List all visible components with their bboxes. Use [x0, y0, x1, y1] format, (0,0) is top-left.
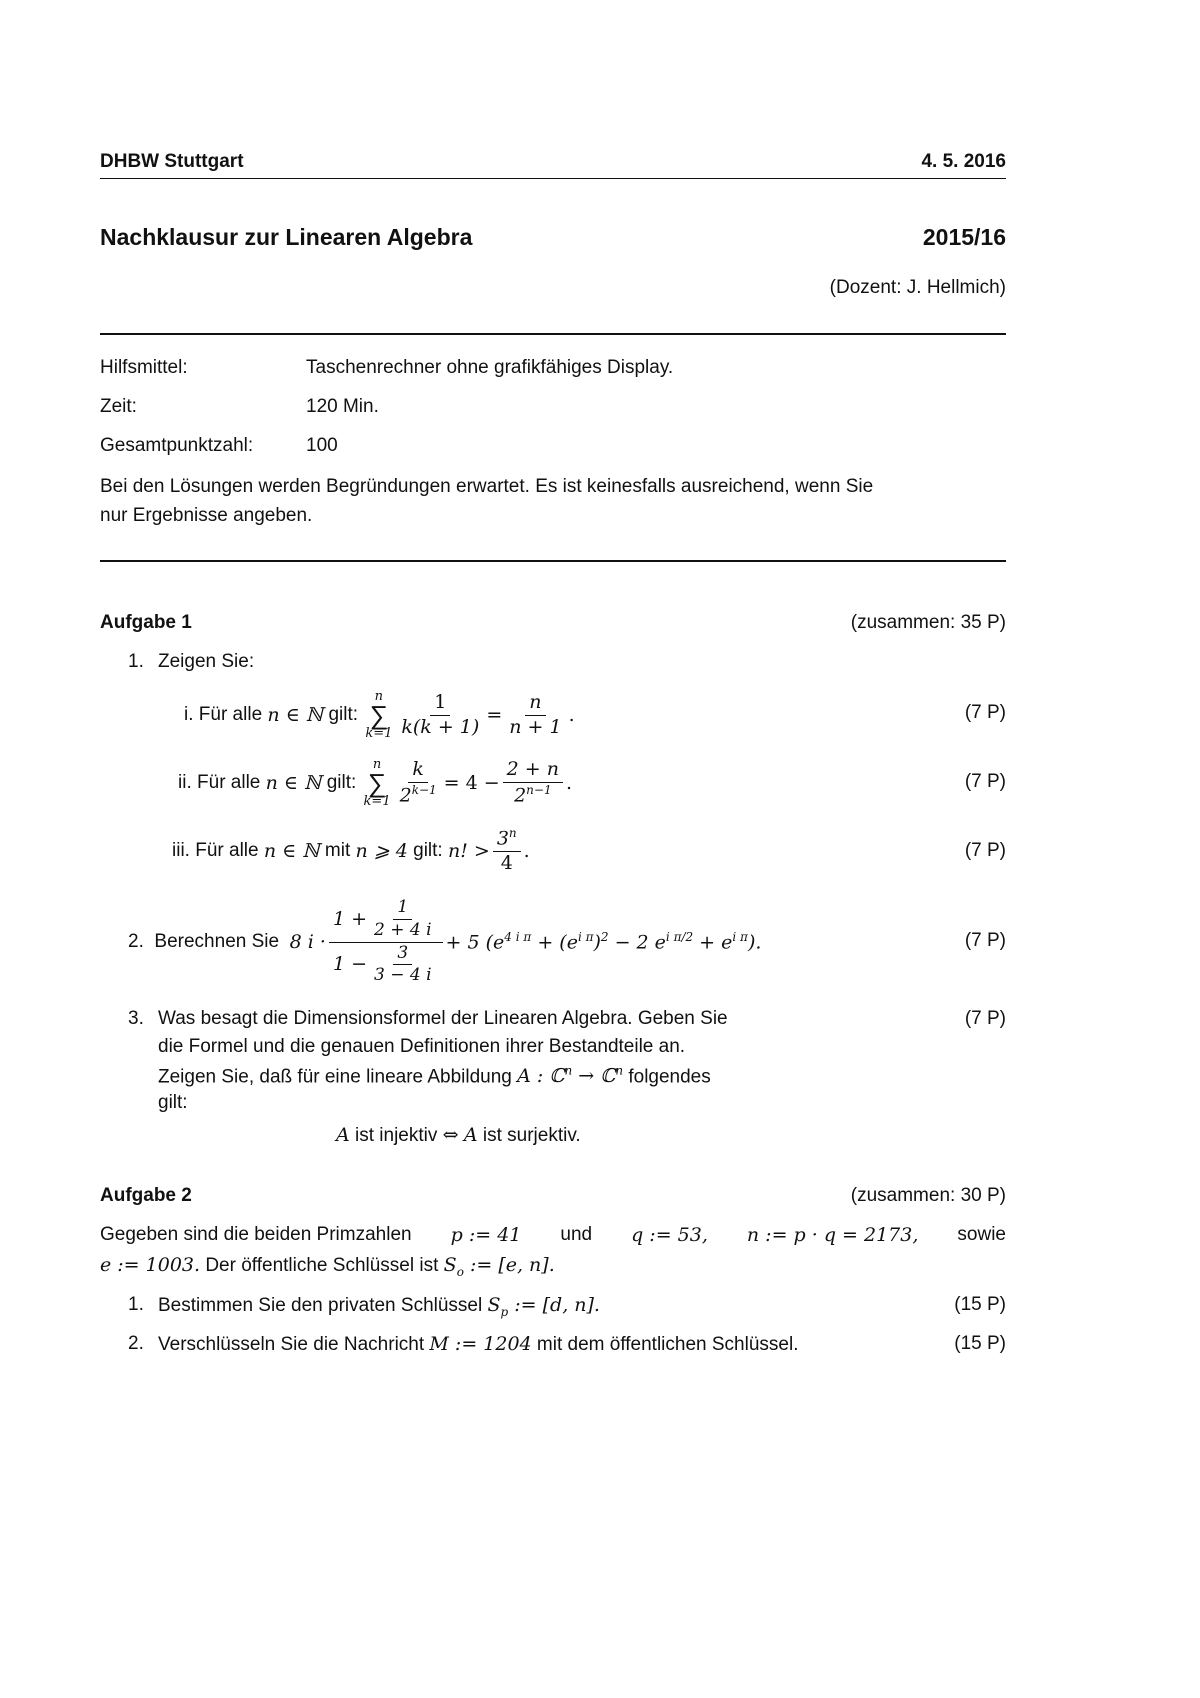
- sub-i-gilt: gilt:: [328, 704, 359, 725]
- sub-i-condition: n ∈ ℕ: [267, 704, 324, 726]
- academic-year: 2015/16: [922, 224, 1006, 250]
- item3-line3b: folgendes: [628, 1066, 711, 1088]
- sub-iii-text: Für alle: [195, 840, 259, 861]
- sub-ii-condition: n ∈ ℕ: [265, 772, 322, 794]
- sub-ii-text: Für alle: [197, 772, 261, 793]
- statement-a: ist injektiv: [355, 1125, 438, 1146]
- note-line-1: Bei den Lösungen werden Begründungen erwartet. Es ist keinesfalls ausreichend, wenn Sie: [100, 476, 874, 497]
- info-bottom-rule: [100, 560, 1006, 562]
- task1-points: (zusammen: 35 P): [850, 612, 1006, 633]
- sub-iii-condition: n ∈ ℕ: [263, 840, 320, 862]
- header-rule: [100, 178, 1006, 179]
- sub-i-label: i.: [184, 704, 194, 725]
- fraction-rhs: $\frac{2 + n}{2^{n-1}}$: [503, 759, 563, 807]
- sub-i-text: Für alle: [198, 704, 263, 725]
- sub-i-points: (7 P): [964, 702, 1006, 723]
- statement-b: ist surjektiv.: [482, 1125, 581, 1146]
- sub-iii-points: (7 P): [964, 840, 1006, 861]
- sub-iii-mit: mit: [324, 840, 351, 861]
- task1-item2: 2. Berechnen Sie 8 i · 1 + $\frac{1}{2 + 4 i}$ 1 − $\frac{3}{3 - 4 i}$ + 5 ($e^{4 i \pi} + (e^{i \pi})^2 - 2$ $e^{i \pi/2} + e^{i \pi}$).: [128, 897, 762, 986]
- task1-title: Aufgabe 1: [100, 612, 192, 633]
- task1-item2-number: 2.: [128, 931, 144, 952]
- task1-item1-number: 1.: [128, 651, 144, 672]
- task1-item3-line3: [158, 1064, 711, 1088]
- task2-intro-sowie: sowie: [957, 1224, 1006, 1245]
- task2-intro-line1: Gegeben sind die beiden Primzahlen p := 41 und q := 53, n := p · q = 2173, sowie: [100, 1224, 1006, 1246]
- task2-intro-b: Der öffentliche Schlüssel ist: [205, 1255, 439, 1276]
- info-row-time: [100, 396, 1006, 422]
- task1-sub-ii: ii. Für alle n ∈ ℕ gilt: n ∑ k=1 $\frac{k}{2^{k-1}}$ = 4 − $\frac{2 + n}{2^{n-1}}$ .: [178, 756, 573, 810]
- sum-symbol: n ∑ k=1: [365, 688, 393, 742]
- sub-ii-gilt: gilt:: [326, 772, 357, 793]
- fraction-lhs: $\frac{1}{k(k + 1)}$: [401, 690, 480, 738]
- task2-intro-a: Gegeben sind die beiden Primzahlen: [100, 1224, 412, 1245]
- task1-item3-statement: A ist injektiv ⇔ A ist surjektiv.: [336, 1124, 581, 1146]
- institution: DHBW Stuttgart: [100, 151, 244, 172]
- task2-title: Aufgabe 2: [100, 1185, 192, 1206]
- fraction-lhs: $\frac{k}{2^{k-1}}$: [399, 757, 437, 807]
- sub-iii-label: iii.: [172, 840, 190, 861]
- item3-line3a: Zeigen Sie, daß für eine lineare Abbildung: [158, 1066, 512, 1088]
- task1-item1-text: Zeigen Sie:: [158, 651, 255, 672]
- task1-item2-points: (7 P): [964, 930, 1006, 951]
- page-title: Nachklausur zur Linearen Algebra: [100, 224, 473, 250]
- note-line-2: nur Ergebnisse angeben.: [100, 505, 313, 526]
- task1-item3-line1: Was besagt die Dimensionsformel der Linearen Algebra. Geben Sie: [158, 1008, 728, 1029]
- info-top-rule: [100, 333, 1006, 335]
- lecturer: (Dozent: J. Hellmich): [829, 277, 1006, 298]
- exam-date: 4. 5. 2016: [921, 151, 1006, 172]
- task2-item1-points: (15 P): [954, 1294, 1006, 1315]
- sub-ii-points: (7 P): [964, 771, 1006, 792]
- time-label: Zeit:: [100, 396, 137, 417]
- task2-item2-text-b: mit dem öffentlichen Schlüssel.: [536, 1334, 799, 1355]
- task2-item2-points: (15 P): [954, 1333, 1006, 1354]
- task1-sub-i: i. Für alle n ∈ ℕ gilt: n ∑ k=1 $\frac{1}{k(k + 1)}$ = $\frac{n}{n + 1}$ .: [184, 688, 575, 742]
- task2-item2-number: 2.: [128, 1333, 144, 1354]
- task2-item2-text-a: Verschlüsseln Sie die Nachricht: [158, 1334, 425, 1355]
- task1-item2-text: Berechnen Sie: [154, 931, 280, 952]
- aids-value: Taschenrechner ohne grafikfähiges Display.: [306, 357, 674, 378]
- mapping-formula: A : ℂ$^n$ → ℂ$^n$: [517, 1064, 624, 1088]
- sub-iii-gilt: gilt:: [413, 840, 443, 861]
- task2-points: (zusammen: 30 P): [850, 1185, 1006, 1206]
- info-row-aids: [100, 357, 1006, 383]
- sub-ii-label: ii.: [178, 772, 192, 793]
- task1-item3-line2: die Formel und die genauen Definitionen ihrer Bestandteile an.: [158, 1036, 686, 1057]
- task2-item1: Bestimmen Sie den privaten Schlüssel $S_p$ := [d, n].: [158, 1294, 600, 1319]
- complex-fraction: 1 + $\frac{1}{2 + 4 i}$ 1 − $\frac{3}{3 - 4 i}$: [329, 898, 443, 985]
- fraction-rhs: $\frac{n}{n + 1}$: [509, 690, 562, 738]
- task2-item1-number: 1.: [128, 1294, 144, 1315]
- aids-label: Hilfsmittel:: [100, 357, 188, 378]
- info-row-points: [100, 435, 1006, 461]
- fraction-rhs: $\frac{3^n}{4}$: [493, 827, 521, 875]
- task1-item3-points: (7 P): [964, 1008, 1006, 1029]
- exponential-expression: + 5 ($e^{4 i \pi} + (e^{i \pi})^2 - 2$ $e^{i \pi/2} + e^{i \pi}$).: [445, 930, 762, 954]
- points-label: Gesamtpunktzahl:: [100, 435, 254, 456]
- sum-symbol: n ∑ k=1: [363, 756, 391, 810]
- points-value: 100: [306, 435, 338, 456]
- task2-item1-text: Bestimmen Sie den privaten Schlüssel: [158, 1295, 483, 1316]
- task1-item3-line4: gilt:: [158, 1092, 188, 1113]
- task1-item3-number: 3.: [128, 1008, 144, 1029]
- task2-item2: Verschlüsseln Sie die Nachricht M := 1204 mit dem öffentlichen Schlüssel.: [158, 1333, 799, 1355]
- task2-intro-und: und: [560, 1224, 593, 1245]
- task1-sub-iii: iii. Für alle n ∈ ℕ mit n ⩾ 4 gilt: n! > $\frac{3^n}{4}$ .: [172, 825, 530, 875]
- task2-intro-line2: e := 1003. Der öffentliche Schlüssel ist $S_o$ := [e, n].: [100, 1254, 555, 1279]
- time-value: 120 Min.: [306, 396, 379, 417]
